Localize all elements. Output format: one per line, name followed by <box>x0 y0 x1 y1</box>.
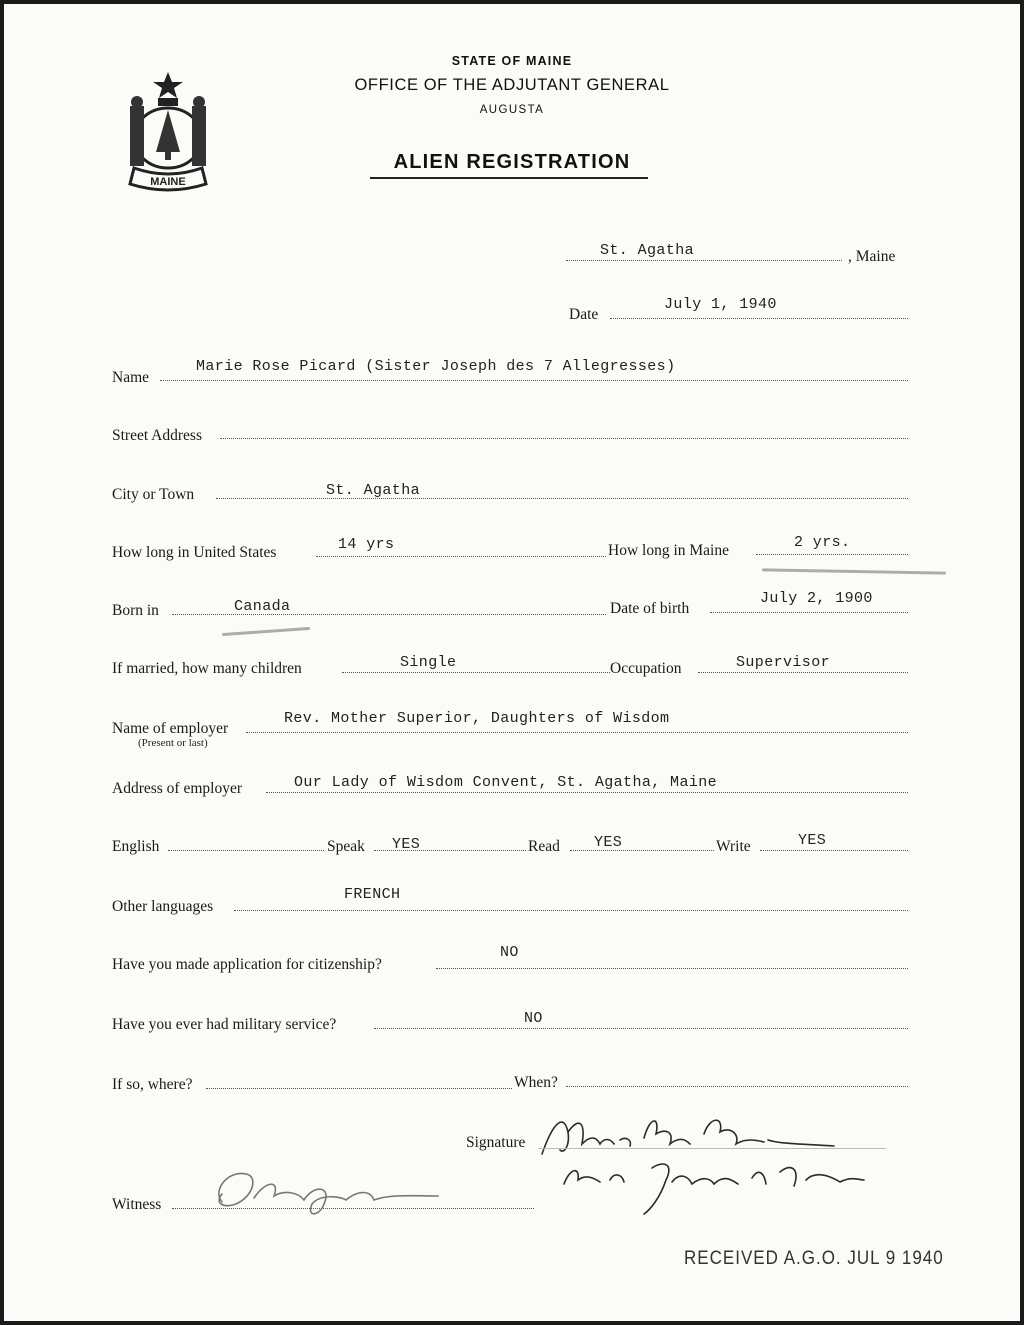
speak-label: Speak <box>327 838 365 855</box>
born-in-value[interactable]: Canada <box>234 598 291 615</box>
children-line <box>342 672 610 673</box>
english-line <box>168 850 324 851</box>
city-label: City or Town <box>112 486 195 503</box>
title-underline <box>370 177 648 179</box>
pencil-mark <box>762 568 946 574</box>
us-duration-value[interactable]: 14 yrs <box>338 536 395 553</box>
date-label: Date <box>569 306 599 323</box>
witness-signature <box>194 1160 444 1220</box>
where-line <box>206 1088 512 1089</box>
date-value[interactable]: July 1, 1940 <box>664 296 777 313</box>
form-title: ALIEN REGISTRATION <box>393 151 631 173</box>
place-line <box>566 260 842 261</box>
write-value[interactable]: YES <box>798 832 827 849</box>
military-value[interactable]: NO <box>524 1010 543 1027</box>
military-line <box>374 1028 908 1029</box>
employer-address-value[interactable]: Our Lady of Wisdom Convent, St. Agatha, Maine <box>294 774 718 791</box>
born-in-label: Born in <box>112 602 159 619</box>
when-label: When? <box>514 1074 558 1091</box>
us-duration-line <box>316 556 606 557</box>
office-heading: OFFICE OF THE ADJUTANT GENERAL <box>354 76 670 94</box>
maine-duration-label: How long in Maine <box>608 542 729 559</box>
date-line <box>610 318 908 319</box>
maine-duration-line <box>756 554 908 555</box>
us-duration-label: How long in United States <box>112 544 277 561</box>
street-label: Street Address <box>112 427 202 444</box>
city-line <box>216 498 908 499</box>
birth-date-line <box>710 612 908 613</box>
citizenship-value[interactable]: NO <box>500 944 519 961</box>
citizenship-line <box>436 968 908 969</box>
city-heading: AUGUSTA <box>479 104 545 116</box>
write-line <box>760 850 908 851</box>
occupation-label: Occupation <box>610 660 682 677</box>
received-stamp: RECEIVED A.G.O. JUL 9 1940 <box>684 1246 944 1269</box>
place-suffix: , Maine <box>848 248 896 265</box>
state-heading: STATE OF MAINE <box>451 54 573 68</box>
speak-value[interactable]: YES <box>392 836 421 853</box>
maine-duration-value[interactable]: 2 yrs. <box>794 534 851 551</box>
name-label: Name <box>112 369 150 386</box>
name-line <box>160 380 908 381</box>
write-label: Write <box>716 838 751 855</box>
occupation-line <box>698 672 908 673</box>
military-label: Have you ever had military service? <box>112 1016 337 1033</box>
employer-sublabel: (Present or last) <box>138 737 208 749</box>
applicant-signature <box>534 1110 864 1218</box>
signature-line <box>538 1148 886 1149</box>
employer-value[interactable]: Rev. Mother Superior, Daughters of Wisdom <box>284 710 670 727</box>
read-label: Read <box>528 838 560 855</box>
pencil-underline <box>222 627 310 636</box>
read-value[interactable]: YES <box>594 834 623 851</box>
street-line <box>220 438 908 439</box>
signature-label: Signature <box>466 1134 526 1151</box>
witness-label: Witness <box>112 1196 162 1213</box>
employer-address-label: Address of employer <box>112 780 242 797</box>
english-label: English <box>112 838 160 855</box>
other-languages-label: Other languages <box>112 898 214 915</box>
other-languages-value[interactable]: FRENCH <box>344 886 401 903</box>
seal-banner-text: MAINE <box>150 176 186 188</box>
other-languages-line <box>234 910 908 911</box>
read-line <box>570 850 714 851</box>
birth-date-value[interactable]: July 2, 1900 <box>760 590 873 607</box>
employer-address-line <box>266 792 908 793</box>
name-value[interactable]: Marie Rose Picard (Sister Joseph des 7 Allegresses) <box>196 358 676 375</box>
when-line <box>566 1086 908 1087</box>
children-value[interactable]: Single <box>400 654 457 671</box>
where-label: If so, where? <box>112 1076 193 1093</box>
alien-registration-form <box>4 4 1020 1321</box>
occupation-value[interactable]: Supervisor <box>736 654 831 671</box>
birth-date-label: Date of birth <box>610 600 690 617</box>
employer-line <box>246 732 908 733</box>
employer-label: Name of employer <box>112 720 229 737</box>
citizenship-label: Have you made application for citizenship? <box>112 956 382 973</box>
city-value[interactable]: St. Agatha <box>326 482 421 499</box>
place-value[interactable]: St. Agatha <box>600 242 695 259</box>
children-label: If married, how many children <box>112 660 302 677</box>
